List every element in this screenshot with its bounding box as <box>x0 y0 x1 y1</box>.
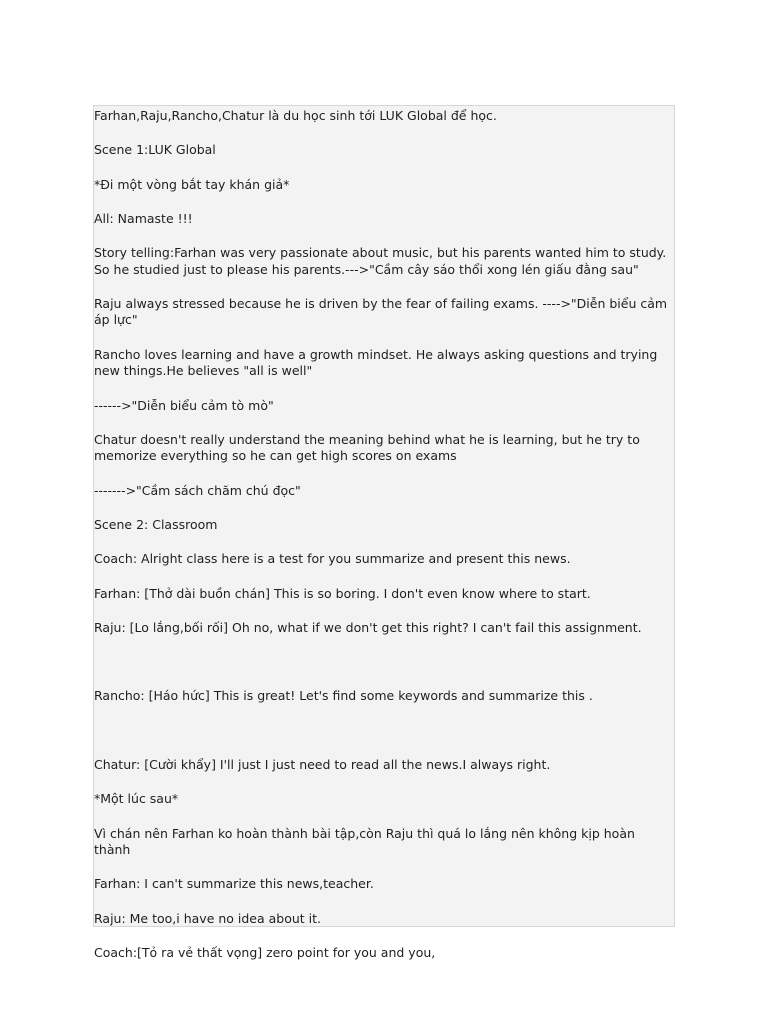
paragraph-story-chatur: Chatur doesn't really understand the meaning behind what he is learning, but he try to memorize everything so he can get high scores on exams <box>94 431 640 464</box>
paragraph-farhan-line-2: Farhan: I can't summarize this news,teacher. <box>94 876 374 892</box>
paragraph-scene-2-heading: Scene 2: Classroom <box>94 516 218 532</box>
paragraph-stage-direction-handshake: *Đi một vòng bắt tay khán giả* <box>94 176 290 192</box>
document-text-box <box>93 105 675 961</box>
paragraph-blank-1 <box>94 654 674 671</box>
paragraph-coach-line-1: Coach: Alright class here is a test for you summarize and present this news. <box>94 551 571 567</box>
paragraph-narration-incomplete: Vì chán nên Farhan ko hoàn thành bài tập,còn Raju thì quá lo lắng nên không kịp hoàn thành <box>94 825 635 858</box>
paragraph-scene-1-heading: Scene 1:LUK Global <box>94 142 216 158</box>
paragraph-intro: Farhan,Raju,Rancho,Chatur là du học sinh tới LUK Global để học. <box>94 108 497 123</box>
paragraph-chatur-direction: ------->"Cầm sách chăm chú đọc" <box>94 482 301 498</box>
paragraph-rancho-direction: ------>"Diễn biểu cảm tò mò" <box>94 397 274 413</box>
paragraph-coach-line-2: Coach:[Tỏ ra vẻ thất vọng] zero point for you and you, <box>94 945 436 961</box>
paragraph-raju-line-2: Raju: Me too,i have no idea about it. <box>94 910 322 926</box>
paragraph-blank-2 <box>94 723 674 740</box>
paragraph-rancho-line-1: Rancho: [Háo hức] This is great! Let's find some keywords and summarize this . <box>94 688 593 704</box>
paragraph-story-raju: Raju always stressed because he is driven by the fear of failing exams. ---->"Diễn biểu cảm áp lực" <box>94 295 668 328</box>
paragraph-stage-direction-later: *Một lúc sau* <box>94 791 179 807</box>
paragraph-story-farhan: Story telling:Farhan was very passionate about music, but his parents wanted him to study. So he studied just to please his parents.--->"Cầm cây sáo thổi xong lén giấu đằng sau" <box>94 245 667 277</box>
paragraph-all-namaste: All: Namaste !!! <box>94 210 193 226</box>
paragraph-story-rancho: Rancho loves learning and have a growth mindset. He always asking questions and trying new things.He believes "all is well" <box>94 346 658 379</box>
document-body <box>94 106 674 962</box>
paragraph-chatur-line-1: Chatur: [Cười khẩy] I'll just I just need to read all the news.I always right. <box>94 757 551 773</box>
paragraph-farhan-line-1: Farhan: [Thở dài buồn chán] This is so boring. I don't even know where to start. <box>94 585 591 601</box>
paragraph-raju-line-1: Raju: [Lo lắng,bối rối] Oh no, what if we don't get this right? I can't fail this assignment. <box>94 619 642 635</box>
